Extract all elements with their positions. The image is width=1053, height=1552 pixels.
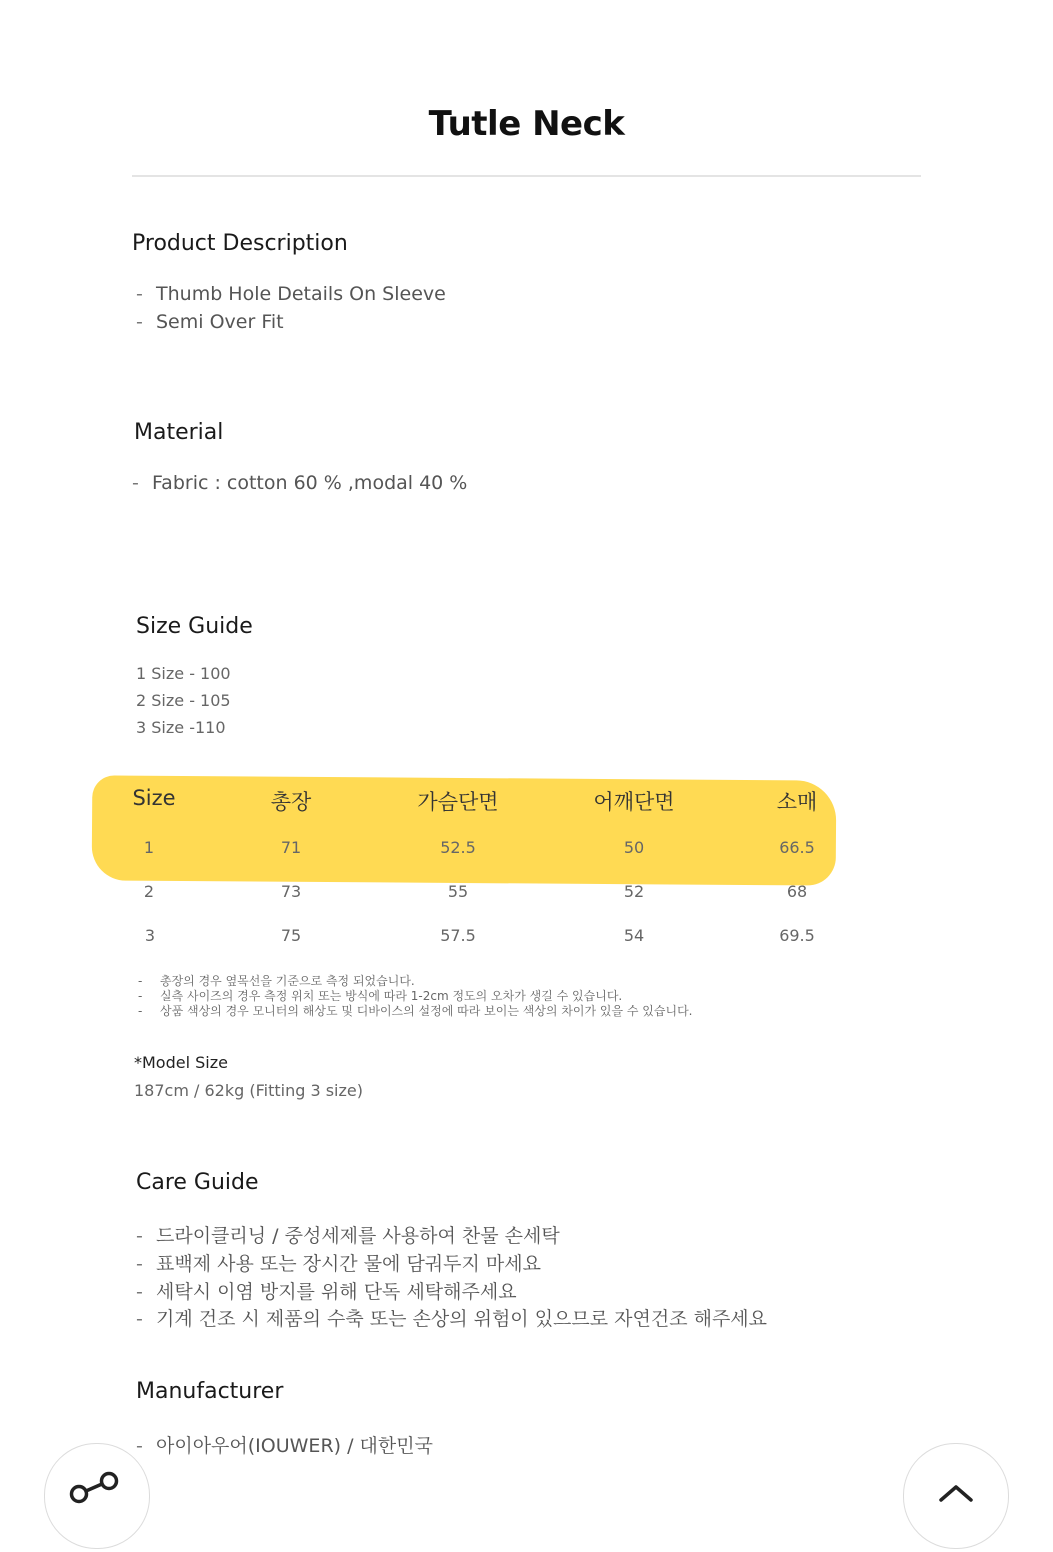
description-item: - Semi Over Fit — [136, 311, 284, 333]
material-heading: Material — [134, 420, 224, 445]
model-heading: *Model Size — [134, 1053, 228, 1072]
table-row — [100, 926, 860, 956]
size-line: 2 Size - 105 — [136, 691, 231, 710]
header-length: 총장 — [270, 790, 312, 814]
size-line: 1 Size - 100 — [136, 664, 231, 683]
header-size: Size — [132, 786, 176, 810]
cell-sleeve: 66.5 — [779, 838, 815, 857]
cell-shoulder: 52 — [623, 882, 645, 901]
manufacturer-item: - 아이아우어(IOUWER) / 대한민국 — [136, 1435, 433, 1457]
cell-size: 3 — [144, 926, 156, 945]
cell-sleeve: 68 — [786, 882, 808, 901]
header-shoulder: 어깨단면 — [593, 790, 675, 814]
size-note: - 실측 사이즈의 경우 측정 위치 또는 방식에 따라 1-2cm 정도의 오차가 생길 수 있습니다. — [138, 989, 623, 1003]
size-note: - 상품 색상의 경우 모니터의 해상도 및 디바이스의 설정에 따라 보이는 색상의 차이가 있을 수 있습니다. — [138, 1004, 693, 1018]
cell-chest: 57.5 — [440, 926, 476, 945]
cell-shoulder: 50 — [623, 838, 645, 857]
share-icon — [45, 1444, 149, 1548]
chevron-up-icon — [904, 1444, 1008, 1548]
care-heading: Care Guide — [136, 1170, 259, 1195]
care-item: - 표백제 사용 또는 장시간 물에 담궈두지 마세요 — [136, 1253, 541, 1275]
cell-length: 71 — [280, 838, 302, 857]
cell-sleeve: 69.5 — [779, 926, 815, 945]
page-title: Tutle Neck — [428, 104, 625, 144]
table-row — [100, 838, 860, 868]
care-item: - 드라이클리닝 / 중성세제를 사용하여 찬물 손세탁 — [136, 1225, 560, 1247]
description-item: - Thumb Hole Details On Sleeve — [136, 283, 446, 305]
description-heading: Product Description — [132, 231, 348, 256]
model-size: 187cm / 62kg (Fitting 3 size) — [134, 1081, 363, 1100]
material-item: - Fabric : cotton 60 % ,modal 40 % — [132, 472, 468, 494]
header-sleeve: 소매 — [776, 790, 818, 814]
header-chest: 가슴단면 — [417, 790, 499, 814]
cell-size: 2 — [143, 882, 155, 901]
size-guide-heading: Size Guide — [136, 614, 253, 639]
size-table-header — [100, 786, 860, 816]
scroll-top-button[interactable] — [903, 1443, 1009, 1549]
cell-chest: 52.5 — [440, 838, 476, 857]
care-item: - 기계 건조 시 제품의 수축 또는 손상의 위험이 있으므로 자연건조 해주세요 — [136, 1308, 768, 1330]
cell-chest: 55 — [447, 882, 469, 901]
title-divider — [132, 175, 921, 177]
cell-size: 1 — [143, 838, 155, 857]
size-notes — [138, 974, 693, 1019]
share-button[interactable] — [44, 1443, 150, 1549]
cell-length: 73 — [280, 882, 302, 901]
size-line: 3 Size -110 — [136, 718, 226, 737]
care-item: - 세탁시 이염 방지를 위해 단독 세탁해주세요 — [136, 1281, 517, 1303]
table-row — [100, 882, 860, 912]
size-note: - 총장의 경우 옆목선을 기준으로 측정 되었습니다. — [138, 974, 415, 988]
cell-shoulder: 54 — [623, 926, 645, 945]
cell-length: 75 — [280, 926, 302, 945]
manufacturer-heading: Manufacturer — [136, 1379, 284, 1404]
